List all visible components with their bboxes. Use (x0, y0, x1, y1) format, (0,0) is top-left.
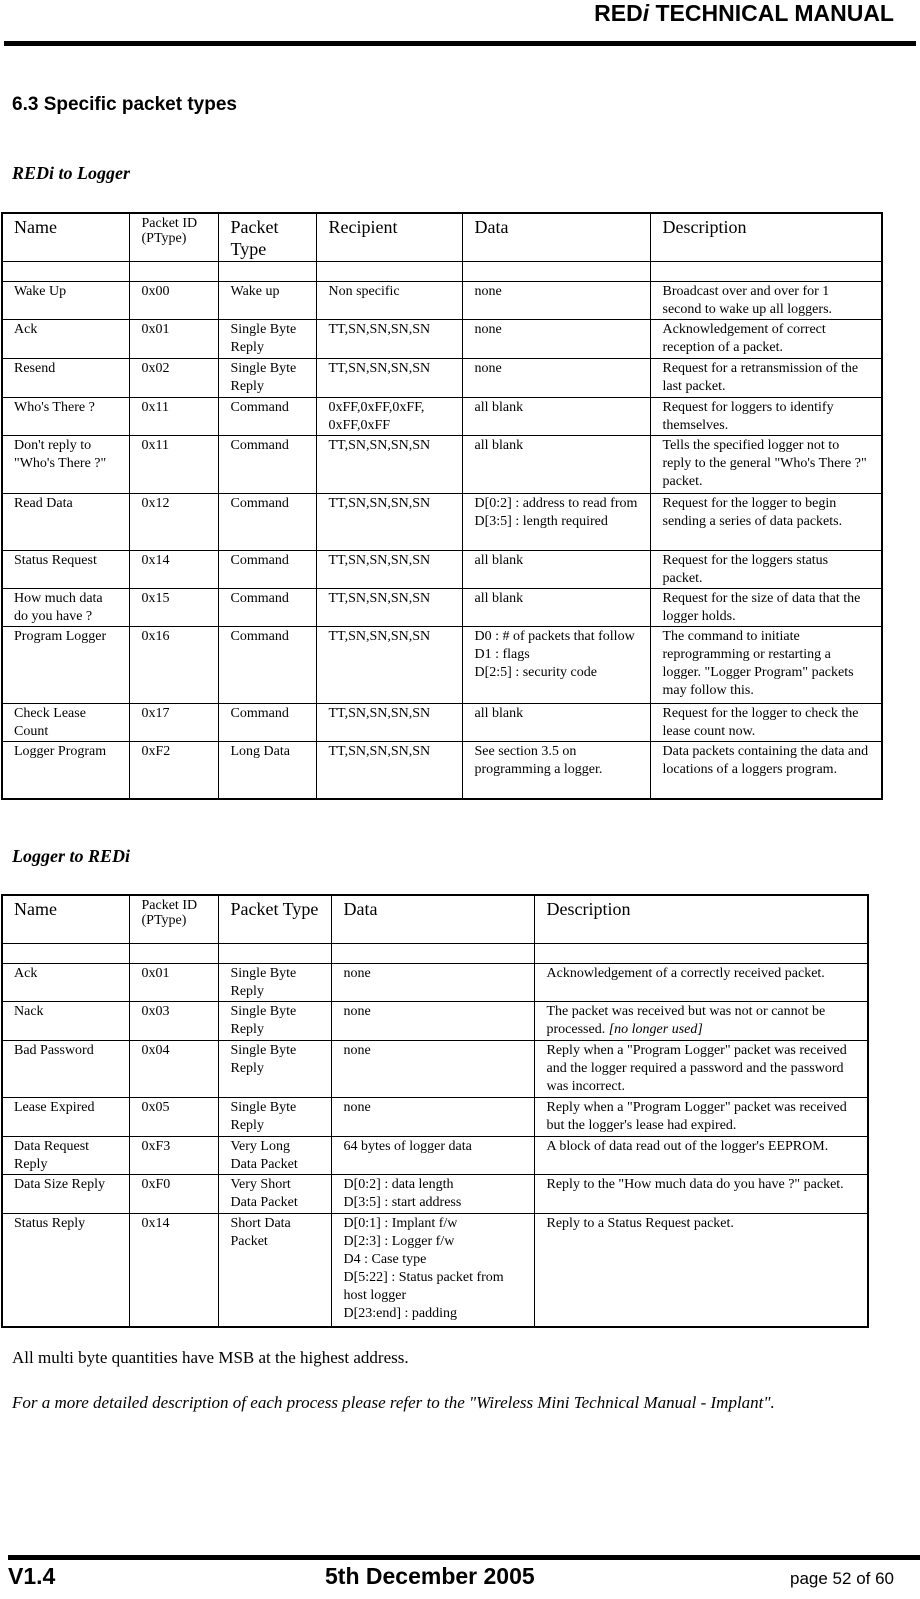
version: V1.4 (8, 1563, 56, 1589)
cell: 0x11 (129, 435, 218, 493)
cell: Acknowledgement of a correctly received packet. (534, 963, 868, 1001)
cell: Single Byte Reply (218, 1040, 331, 1097)
cell: 0x11 (129, 397, 218, 435)
cell: TT,SN,SN,SN,SN (316, 435, 462, 493)
column-header: Packet Type (218, 895, 331, 943)
cell: Who's There ? (2, 397, 129, 435)
cell: 0x14 (129, 550, 218, 588)
cell: Tells the specified logger not to reply to the general "Who's There ?" packet. (650, 435, 882, 493)
header-rule (4, 41, 916, 46)
cell: 0x16 (129, 626, 218, 703)
column-header: Name (2, 213, 129, 261)
cell: Reply when a "Program Logger" packet was received and the logger required a password and the password was incorrect. (534, 1040, 868, 1097)
cell: TT,SN,SN,SN,SN (316, 703, 462, 741)
cell: See section 3.5 on programming a logger. (462, 741, 650, 799)
cell: Single Byte Reply (218, 963, 331, 1001)
cell: Lease Expired (2, 1097, 129, 1136)
cell: none (462, 319, 650, 358)
cell: 0x01 (129, 319, 218, 358)
cell: Single Byte Reply (218, 358, 316, 397)
cell: Ack (2, 319, 129, 358)
cell: 0xFF,0xFF,0xFF, 0xFF,0xFF (316, 397, 462, 435)
cell: Very Short Data Packet (218, 1174, 331, 1213)
cell: TT,SN,SN,SN,SN (316, 319, 462, 358)
cell (534, 1001, 868, 1040)
cell: all blank (462, 703, 650, 741)
cell: Bad Password (2, 1040, 129, 1097)
cell: 0xF2 (129, 741, 218, 799)
table-row (2, 435, 882, 493)
cell: Single Byte Reply (218, 319, 316, 358)
cell: TT,SN,SN,SN,SN (316, 588, 462, 626)
table-header-row (2, 895, 868, 943)
cell: TT,SN,SN,SN,SN (316, 741, 462, 799)
blank-row (2, 943, 868, 963)
page-number: page 52 of 60 (790, 1569, 894, 1588)
cell: 0xF3 (129, 1136, 218, 1174)
logger-to-redi-table (1, 894, 869, 1328)
reference-note: For a more detailed description of each process please refer to the "Wireless Mini Technical Manual - Implant". (12, 1393, 775, 1412)
redi-to-logger-heading: REDi to Logger (12, 163, 131, 183)
cell: Request for the size of data that the logger holds. (650, 588, 882, 626)
cell: Command (218, 493, 316, 550)
cell: Short Data Packet (218, 1213, 331, 1327)
table-row (2, 1136, 868, 1174)
cell: 0xF0 (129, 1174, 218, 1213)
table-row (2, 1213, 868, 1327)
redi-to-logger-table (1, 212, 883, 800)
table-row (2, 1001, 868, 1040)
cell: Ack (2, 963, 129, 1001)
cell: Command (218, 703, 316, 741)
cell: Long Data (218, 741, 316, 799)
cell: none (331, 1001, 534, 1040)
cell: Wake Up (2, 281, 129, 319)
cell: 0x04 (129, 1040, 218, 1097)
table-row (2, 703, 882, 741)
cell: Data Request Reply (2, 1136, 129, 1174)
cell: 0x00 (129, 281, 218, 319)
cell: Logger Program (2, 741, 129, 799)
cell: Command (218, 588, 316, 626)
cell: D[0:1] : Implant f/w D[2:3] : Logger f/w D4 : Case type D[5:22] : Status packet from host logger D[23:end] : padding (331, 1213, 534, 1327)
footer-rule (8, 1555, 920, 1560)
cell: TT,SN,SN,SN,SN (316, 358, 462, 397)
cell: 0x03 (129, 1001, 218, 1040)
column-header: Recipient (316, 213, 462, 261)
table-row (2, 397, 882, 435)
table-row (2, 358, 882, 397)
cell: TT,SN,SN,SN,SN (316, 550, 462, 588)
cell: Request for the logger to check the lease count now. (650, 703, 882, 741)
cell: Check Lease Count (2, 703, 129, 741)
cell: 0x12 (129, 493, 218, 550)
table-row (2, 281, 882, 319)
cell: Broadcast over and over for 1 second to wake up all loggers. (650, 281, 882, 319)
cell: 0x17 (129, 703, 218, 741)
table-row (2, 626, 882, 703)
table-row (2, 550, 882, 588)
cell: TT,SN,SN,SN,SN (316, 493, 462, 550)
date: 5th December 2005 (325, 1563, 535, 1589)
cell: none (331, 1097, 534, 1136)
cell: Single Byte Reply (218, 1001, 331, 1040)
nack-note: [no longer used] (608, 1021, 703, 1037)
cell: The command to initiate reprogramming or restarting a logger. "Logger Program" packets may follow this. (650, 626, 882, 703)
cell: Reply to a Status Request packet. (534, 1213, 868, 1327)
cell: 0x01 (129, 963, 218, 1001)
cell: Program Logger (2, 626, 129, 703)
column-header: Data (462, 213, 650, 261)
manual-title: REDi TECHNICAL MANUAL (594, 0, 894, 26)
cell: Request for a retransmission of the last packet. (650, 358, 882, 397)
cell: Status Request (2, 550, 129, 588)
cell: D[0:2] : data length D[3:5] : start address (331, 1174, 534, 1213)
cell: TT,SN,SN,SN,SN (316, 626, 462, 703)
column-header: Name (2, 895, 129, 943)
table-header-row (2, 213, 882, 261)
cell: all blank (462, 588, 650, 626)
table-row (2, 741, 882, 799)
cell: Non specific (316, 281, 462, 319)
cell: 0x14 (129, 1213, 218, 1327)
cell: all blank (462, 397, 650, 435)
cell: Request for the logger to begin sending a series of data packets. (650, 493, 882, 550)
cell: 64 bytes of logger data (331, 1136, 534, 1174)
cell: Command (218, 397, 316, 435)
cell: D0 : # of packets that follow D1 : flags D[2:5] : security code (462, 626, 650, 703)
cell: 0x15 (129, 588, 218, 626)
cell: Request for loggers to identify themselves. (650, 397, 882, 435)
column-header: Packet Type (218, 213, 316, 261)
cell: all blank (462, 435, 650, 493)
column-header: Description (534, 895, 868, 943)
cell: Nack (2, 1001, 129, 1040)
table-row (2, 1040, 868, 1097)
table-row (2, 493, 882, 550)
cell: none (462, 281, 650, 319)
nack-description: The packet was received but was not or cannot be processed. (546, 1003, 826, 1037)
cell: Command (218, 435, 316, 493)
table-row (2, 1174, 868, 1213)
cell: How much data do you have ? (2, 588, 129, 626)
column-header: Data (331, 895, 534, 943)
cell: Data Size Reply (2, 1174, 129, 1213)
msb-note: All multi byte quantities have MSB at the highest address. (12, 1348, 409, 1367)
cell: D[0:2] : address to read from D[3:5] : length required (462, 493, 650, 550)
table-row (2, 963, 868, 1001)
cell: Don't reply to "Who's There ?" (2, 435, 129, 493)
cell: Reply to the "How much data do you have ?" packet. (534, 1174, 868, 1213)
cell: 0x02 (129, 358, 218, 397)
cell: 0x05 (129, 1097, 218, 1136)
cell: none (331, 1040, 534, 1097)
logger-to-redi-heading: Logger to REDi (12, 846, 131, 866)
table-row (2, 1097, 868, 1136)
section-heading: 6.3 Specific packet types (12, 94, 237, 115)
cell: Single Byte Reply (218, 1097, 331, 1136)
column-header: Packet ID (PType) (129, 895, 218, 943)
cell: Reply when a "Program Logger" packet was received but the logger's lease had expired. (534, 1097, 868, 1136)
cell: Status Reply (2, 1213, 129, 1327)
cell: Wake up (218, 281, 316, 319)
cell: Very Long Data Packet (218, 1136, 331, 1174)
cell: Request for the loggers status packet. (650, 550, 882, 588)
cell: Read Data (2, 493, 129, 550)
column-header: Packet ID (PType) (129, 213, 218, 261)
blank-row (2, 261, 882, 281)
cell: none (462, 358, 650, 397)
cell: Command (218, 550, 316, 588)
table-row (2, 588, 882, 626)
cell: Command (218, 626, 316, 703)
column-header: Description (650, 213, 882, 261)
cell: Data packets containing the data and locations of a loggers program. (650, 741, 882, 799)
cell: Resend (2, 358, 129, 397)
table-row (2, 319, 882, 358)
cell: all blank (462, 550, 650, 588)
cell: A block of data read out of the logger's EEPROM. (534, 1136, 868, 1174)
cell: none (331, 963, 534, 1001)
cell: Acknowledgement of correct reception of a packet. (650, 319, 882, 358)
